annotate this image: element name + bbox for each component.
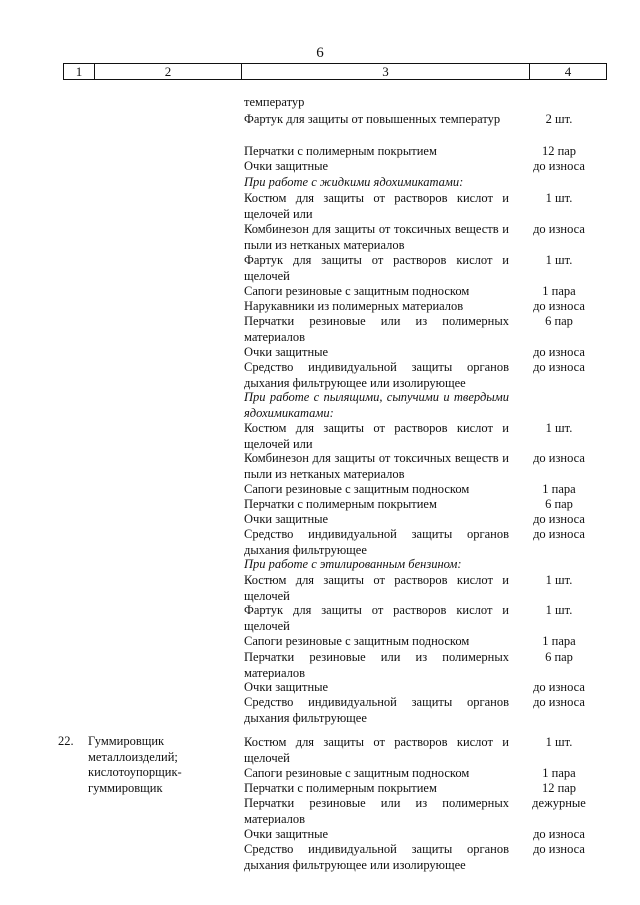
item-qty: дежурные — [532, 796, 586, 810]
item-qty: 6 пар — [545, 314, 573, 328]
item-text: Перчатки с полимерным покрытием — [244, 497, 437, 511]
item-text: Очки защитные — [244, 512, 329, 526]
item-text: Нарукавники из полимерных материалов — [244, 299, 464, 313]
item-qty: 6 пар — [545, 650, 573, 664]
item-qty: до износа — [533, 827, 585, 841]
item-text: Очки защитные — [244, 827, 329, 841]
item-text: Сапоги резиновые с защитным подноском — [244, 634, 470, 648]
item-text: Костюм для защиты от растворов кислот и щелочей — [244, 573, 509, 603]
entry-number: 22. — [58, 734, 74, 748]
item-qty: 2 шт. — [545, 112, 573, 126]
item-qty: 1 пара — [542, 634, 576, 648]
item-qty: 1 шт. — [545, 735, 573, 749]
item-text: Средство индивидуальной защиты органов дыхания фильтрующее — [244, 527, 509, 557]
item-text: Фартук для защиты от растворов кислот и щелочей — [244, 603, 509, 633]
item-text: Средство индивидуальной защиты органов дыхания фильтрующее или изолирующее — [244, 842, 509, 872]
profession-title: Гуммировщик металлоизделий; кислотоупорщик-гуммировщик — [88, 734, 182, 795]
item-text: Перчатки с полимерным покрытием — [244, 781, 437, 795]
item-text: Средство индивидуальной защиты органов дыхания фильтрующее — [244, 695, 509, 725]
item-text: Очки защитные — [244, 680, 329, 694]
item-text: температур — [244, 95, 305, 109]
item-qty: до износа — [533, 527, 585, 541]
item-text: Костюм для защиты от растворов кислот и щелочей или — [244, 191, 509, 221]
item-qty: до износа — [533, 299, 585, 313]
item-text: Сапоги резиновые с защитным подноском — [244, 482, 470, 496]
item-text: Средство индивидуальной защиты органов дыхания фильтрующее или изолирующее — [244, 360, 509, 390]
item-text: Перчатки с полимерным покрытием — [244, 144, 437, 158]
item-text: Сапоги резиновые с защитным подноском — [244, 766, 470, 780]
item-text: Сапоги резиновые с защитным подноском — [244, 284, 470, 298]
item-text: При работе с пылящими, сыпучими и твердыми ядохимикатами: — [244, 390, 509, 420]
item-qty: до износа — [533, 842, 585, 856]
item-qty: до износа — [533, 222, 585, 236]
item-qty: 1 пара — [542, 766, 576, 780]
item-text: Перчатки резиновые или из полимерных материалов — [244, 796, 509, 826]
item-qty: 12 пар — [541, 144, 577, 158]
column-header-1: 1 — [64, 64, 95, 79]
item-qty: 12 пар — [541, 781, 577, 795]
item-text: Перчатки резиновые или из полимерных материалов — [244, 314, 509, 344]
item-qty: до износа — [533, 360, 585, 374]
item-text: Костюм для защиты от растворов кислот и щелочей или — [244, 421, 509, 451]
item-qty: до износа — [533, 680, 585, 694]
item-qty: до износа — [533, 345, 585, 359]
item-qty: до износа — [533, 159, 585, 173]
item-qty: 1 шт. — [545, 191, 573, 205]
item-qty: 1 шт. — [545, 573, 573, 587]
item-qty: 1 шт. — [545, 421, 573, 435]
item-text: Комбинезон для защиты от токсичных веществ и пыли из нетканых материалов — [244, 451, 509, 481]
item-qty: 1 шт. — [545, 603, 573, 617]
item-text: Фартук для защиты от растворов кислот и щелочей — [244, 253, 509, 283]
item-text: При работе с жидкими ядохимикатами: — [244, 175, 464, 189]
item-qty: 1 шт. — [545, 253, 573, 267]
item-qty: 6 пар — [545, 497, 573, 511]
column-header-3: 3 — [242, 64, 530, 79]
item-text: Перчатки резиновые или из полимерных материалов — [244, 650, 509, 680]
item-qty: 1 пара — [542, 482, 576, 496]
item-qty: до износа — [533, 695, 585, 709]
item-text: Комбинезон для защиты от токсичных веществ и пыли из нетканых материалов — [244, 222, 509, 252]
item-text: Костюм для защиты от растворов кислот и щелочей — [244, 735, 509, 765]
column-header-4: 4 — [564, 64, 572, 79]
item-qty: до износа — [533, 512, 585, 526]
item-qty: 1 пара — [542, 284, 576, 298]
item-text: Очки защитные — [244, 159, 329, 173]
column-header-2: 2 — [95, 64, 242, 79]
column-header-row — [63, 63, 607, 80]
item-text: При работе с этилированным бензином: — [244, 557, 462, 571]
item-text: Очки защитные — [244, 345, 329, 359]
item-qty: до износа — [533, 451, 585, 465]
item-text: Фартук для защиты от повышенных температур — [244, 112, 501, 126]
page-number: 6 — [316, 45, 324, 61]
